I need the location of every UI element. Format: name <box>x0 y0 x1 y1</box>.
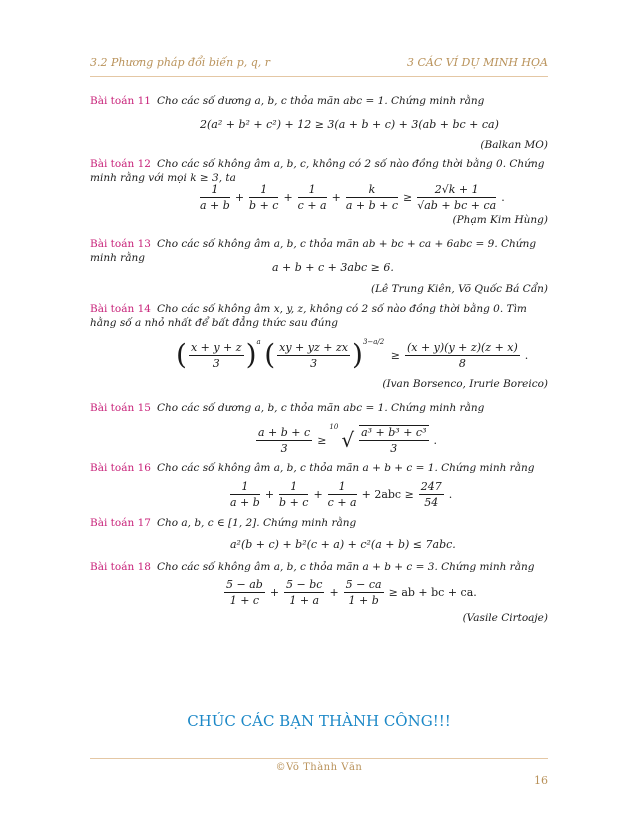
problem-label: Bài toán 17 <box>90 517 151 529</box>
equation-14: ( $\frac{x + y + z}{3}$ )$^a$ ( $\frac{xy + yz + zx}{3}$ )$^{3-a/2}$ ≥ $\frac{(x + y)(y + z)(z + x)}{8}$ . <box>176 338 529 371</box>
congratulations-banner: CHÚC CÁC BẠN THÀNH CÔNG!!! <box>187 712 451 730</box>
footer-author: ©Võ Thành Văn <box>275 762 363 773</box>
problem-source: (Ivan Borsenco, Irurie Boreico) <box>382 378 548 390</box>
equation-16: $\frac{1}{a + b}$ + $\frac{1}{b + c}$ + $\frac{1}{c + a}$ + 2abc ≥ $\frac{247}{54}$ . <box>230 480 453 509</box>
header-section: 3.2 Phương pháp đổi biến p, q, r <box>90 56 271 69</box>
header-chapter: 3 CÁC VÍ DỤ MINH HỌA <box>406 56 548 69</box>
problem-source: (Vasile Cirtoaje) <box>462 612 548 624</box>
problem-12 <box>90 157 548 185</box>
problem-15 <box>90 401 548 415</box>
problem-text: Cho các số không âm a, b, c thỏa mãn a + b + c = 3. Chứng minh rằng <box>156 561 535 573</box>
problem-text: Cho các số dương a, b, c thỏa mãn abc = 1. Chứng minh rằng <box>156 402 485 414</box>
equation-15: $\frac{a + b + c}{3}$ ≥$^{10}$√ $\frac{\text{a³ + b³ + c³}}{3}$ . <box>258 423 437 455</box>
problem-source: (Balkan MO) <box>480 139 548 151</box>
problem-text: Cho các số không âm x, y, z, không có 2 số nào đồng thời bằng 0. Tìm hằng số a nhỏ nhất để bất đẳng thức sau đúng <box>90 303 527 329</box>
equation-18: $\frac{5 - ab}{1 + c}$ + $\frac{5 - bc}{1 + a}$ + $\frac{5 - ca}{1 + b}$ ≥ ab + bc + ca. <box>226 578 477 607</box>
problem-14 <box>90 302 548 330</box>
equation-12: $\frac{1}{a + b}$ + $\frac{1}{b + c}$ + $\frac{1}{c + a}$ + $\frac{k}{a + b + c}$ ≥ $\frac{2√k + 1}{√ab + bc + ca}$ . <box>200 183 505 212</box>
problem-source: (Phạm Kim Hùng) <box>452 214 548 226</box>
footer-rule <box>90 758 548 759</box>
equation-13: a + b + c + 3abc ≥ 6. <box>272 261 394 274</box>
problem-text: Cho các số không âm a, b, c thỏa mãn ab + bc + ca + 6abc = 9. Chứng minh rằng <box>90 238 537 264</box>
problem-label: Bài toán 15 <box>90 402 151 414</box>
problem-text: Cho các số không âm a, b, c thỏa mãn a + b + c = 1. Chứng minh rằng <box>156 462 535 474</box>
problem-text: Cho các số không âm a, b, c, không có 2 số nào đồng thời bằng 0. Chứng minh rằng với mọi k ≥ 3, ta <box>90 158 545 184</box>
problem-label: Bài toán 13 <box>90 238 151 250</box>
problem-label: Bài toán 16 <box>90 462 151 474</box>
equation-11: 2(a² + b² + c²) + 12 ≥ 3(a + b + c) + 3(ab + bc + ca) <box>200 118 499 131</box>
page-number: 16 <box>534 774 548 787</box>
problem-18 <box>90 560 548 574</box>
problem-label: Bài toán 14 <box>90 303 151 315</box>
problem-16 <box>90 461 548 475</box>
problem-label: Bài toán 12 <box>90 158 151 170</box>
header-rule <box>90 76 548 77</box>
running-header <box>90 56 548 72</box>
problem-text: Cho các số dương a, b, c thỏa mãn abc = 1. Chứng minh rằng <box>156 95 485 107</box>
equation-17: a²(b + c) + b²(c + a) + c²(a + b) ≤ 7abc. <box>230 538 456 551</box>
problem-label: Bài toán 11 <box>90 95 151 107</box>
problem-text: Cho a, b, c ∈ [1, 2]. Chứng minh rằng <box>156 517 357 529</box>
problem-label: Bài toán 18 <box>90 561 151 573</box>
problem-11 <box>90 94 548 108</box>
problem-source: (Lê Trung Kiên, Võ Quốc Bá Cẩn) <box>370 283 548 295</box>
problem-17 <box>90 516 548 530</box>
